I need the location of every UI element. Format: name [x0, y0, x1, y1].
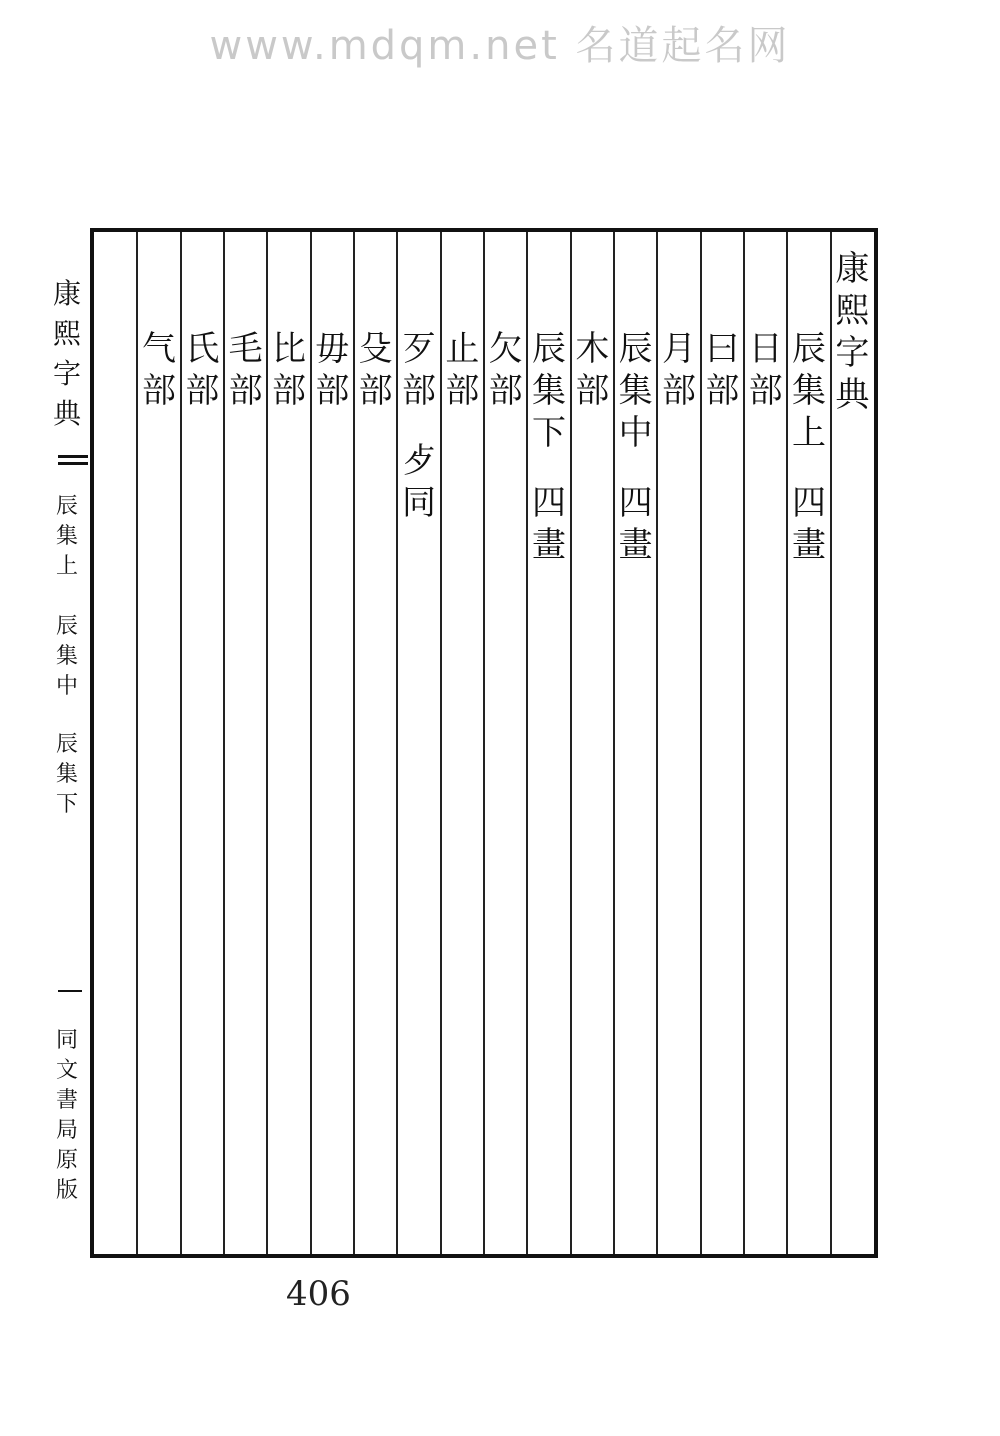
heading-char: 氏 [185, 329, 220, 369]
heading-char: 欠 [488, 329, 523, 369]
heading-char: 下 [532, 413, 566, 453]
margin-title-char: 字 [52, 357, 81, 390]
margin-section-char: 集 [55, 524, 78, 549]
margin-rule-top [58, 455, 88, 458]
column-entry [702, 328, 742, 412]
heading-char: 部 [358, 371, 393, 411]
column-heading [356, 328, 396, 412]
heading-char: 康 [835, 249, 870, 289]
column-entry [572, 328, 612, 412]
heading-char: 集 [618, 371, 653, 411]
heading-char: 典 [835, 375, 870, 415]
column-heading [139, 328, 179, 412]
heading-char: 上 [792, 413, 826, 453]
column-entry [442, 328, 482, 412]
note-char: 歺 [402, 441, 436, 481]
margin-title-char: 康 [52, 277, 81, 310]
column-note [789, 482, 829, 566]
column-entry [659, 328, 699, 412]
heading-char: 集 [532, 371, 566, 411]
column-entry [182, 328, 222, 412]
heading-char: 殳 [358, 329, 393, 369]
column-heading [226, 328, 266, 412]
heading-char: 气 [142, 329, 176, 369]
note-char: 畫 [618, 525, 653, 565]
heading-char: 毛 [228, 329, 263, 369]
heading-char: 部 [748, 371, 783, 411]
margin-section-char: 辰 [55, 732, 78, 757]
note-char: 四 [792, 483, 826, 523]
heading-char: 日 [748, 329, 783, 369]
margin-section-char: 中 [55, 674, 78, 699]
heading-char: 木 [575, 329, 610, 369]
heading-char: 字 [835, 333, 870, 373]
heading-char: 部 [315, 371, 350, 411]
margin-section-char: 辰 [55, 494, 78, 519]
heading-char: 部 [662, 371, 696, 411]
column-heading [312, 328, 352, 412]
heading-char: 月 [662, 329, 696, 369]
column-heading [442, 328, 482, 412]
margin-publisher-char: 同 [55, 1028, 78, 1053]
note-char: 同 [402, 483, 436, 523]
column-entry [356, 328, 396, 412]
column-entry [832, 248, 872, 416]
column-heading [746, 328, 786, 412]
heading-char: 集 [792, 371, 826, 411]
margin-publisher-char: 局 [55, 1118, 78, 1143]
margin-section-char: 上 [55, 554, 78, 579]
heading-char: 止 [445, 329, 480, 369]
heading-char: 部 [228, 371, 263, 411]
column-note [399, 440, 439, 524]
column-heading [702, 328, 742, 412]
margin-rule-bottom [58, 990, 82, 992]
column-entry [226, 328, 266, 412]
heading-char: 部 [705, 371, 740, 411]
margin-publisher-char: 版 [55, 1178, 78, 1203]
column-entry [746, 328, 786, 412]
column-entry [486, 328, 526, 412]
column-heading [269, 328, 309, 412]
heading-char: 比 [272, 329, 306, 369]
column-heading [529, 328, 569, 454]
margin-section-3 [50, 730, 84, 820]
column-heading [399, 328, 439, 412]
margin-book-title [50, 274, 84, 434]
column-entry [789, 328, 829, 566]
column-entry [139, 328, 179, 412]
column-heading [486, 328, 526, 412]
column-entry [399, 328, 439, 524]
column-note [529, 482, 569, 566]
watermark-text: www.mdqm.net 名道起名网 [209, 23, 791, 69]
note-char: 四 [532, 483, 566, 523]
margin-section-1 [50, 492, 84, 582]
heading-char: 中 [618, 413, 653, 453]
note-char: 畫 [792, 525, 826, 565]
ruled-frame [90, 228, 878, 1258]
margin-publisher-char: 原 [55, 1148, 78, 1173]
heading-char: 熙 [835, 291, 870, 331]
heading-char: 曰 [705, 329, 740, 369]
margin-publisher-char: 文 [55, 1058, 78, 1083]
margin-rule-top-2 [58, 462, 88, 465]
margin-title-char: 熙 [52, 317, 81, 350]
heading-char: 部 [272, 371, 306, 411]
heading-char: 部 [488, 371, 523, 411]
margin-section-char: 集 [55, 644, 78, 669]
column-heading [832, 248, 872, 416]
margin-publisher [50, 1026, 84, 1206]
column-note [616, 482, 656, 566]
heading-char: 辰 [532, 329, 566, 369]
margin-section-2 [50, 612, 84, 702]
margin-publisher-char: 書 [55, 1088, 78, 1113]
column-heading [616, 328, 656, 454]
margin-section-char: 辰 [55, 614, 78, 639]
page-number: 406 [286, 1274, 351, 1314]
margin-section-char: 集 [55, 762, 78, 787]
column-heading [659, 328, 699, 412]
heading-char: 部 [445, 371, 480, 411]
heading-char: 辰 [618, 329, 653, 369]
heading-char: 部 [142, 371, 176, 411]
margin-title-char: 典 [52, 397, 81, 430]
column-entry [269, 328, 309, 412]
column-heading [789, 328, 829, 454]
note-char: 畫 [532, 525, 566, 565]
column-entry [312, 328, 352, 412]
heading-char: 部 [185, 371, 220, 411]
note-char: 四 [618, 483, 653, 523]
heading-char: 毋 [315, 329, 350, 369]
heading-char: 歹 [402, 329, 436, 369]
heading-char: 部 [575, 371, 610, 411]
column-heading [182, 328, 222, 412]
column-heading [572, 328, 612, 412]
column-entry [616, 328, 656, 566]
column-entry [529, 328, 569, 566]
heading-char: 部 [402, 371, 436, 411]
margin-section-char: 下 [55, 792, 78, 817]
heading-char: 辰 [792, 329, 826, 369]
